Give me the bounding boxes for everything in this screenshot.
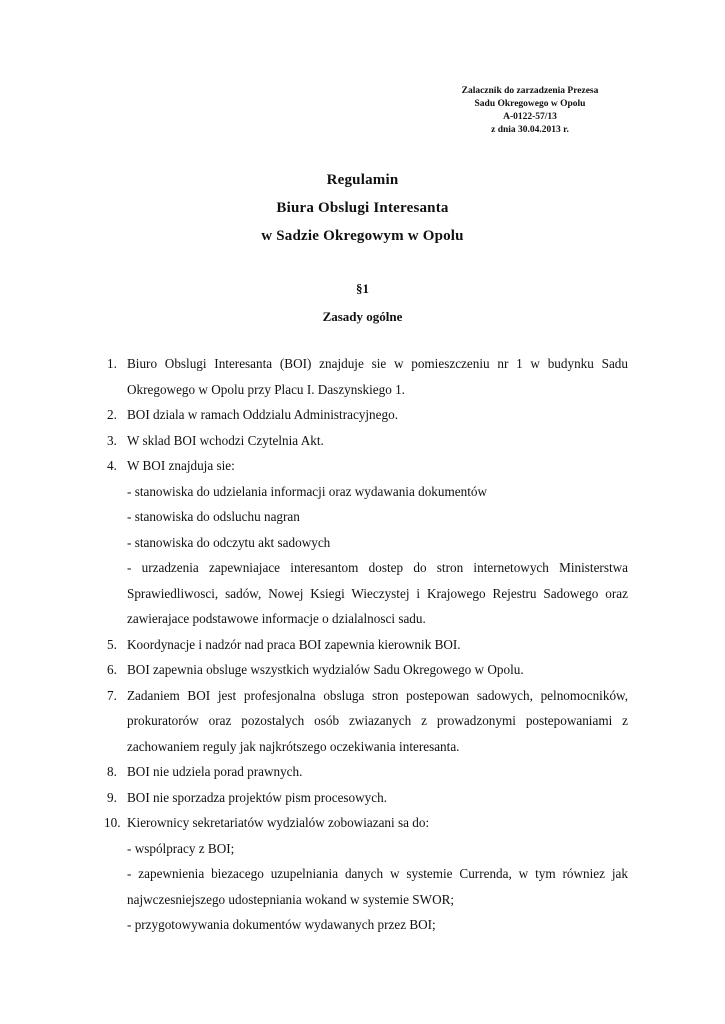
list-item	[104, 810, 628, 938]
attachment-note	[435, 85, 625, 137]
item-text: Biuro Obslugi Interesanta (BOI) znajduje sie w pomieszczeniu nr 1 w budynku Sadu Okregowego w Opolu przy Placu I. Daszynskiego 1.	[127, 356, 628, 397]
list-item	[107, 759, 628, 785]
list-item	[107, 351, 628, 402]
attachment-note-line: Zalacznik do zarzadzenia Prezesa	[461, 86, 599, 96]
item-text: BOI dziala w ramach Oddzialu Administracyjnego.	[127, 407, 398, 422]
sub-item: - zapewnienia biezacego uzupelniania danych w systemie Currenda, w tym równiez jak najwczesniejszego udostepniania wokand w systemie SWOR;	[127, 866, 628, 907]
item-number: 9.	[107, 789, 117, 805]
list-item	[107, 428, 628, 454]
section-heading: Zasady ogólne	[322, 309, 403, 324]
list-item	[107, 785, 628, 811]
title-line: w Sadzie Okregowym w Opolu	[261, 228, 464, 244]
title-line: Biura Obslugi Interesanta	[276, 200, 449, 216]
list-item	[107, 657, 628, 683]
item-text: BOI nie udziela porad prawnych.	[127, 764, 303, 779]
item-number: 4.	[107, 458, 117, 473]
item-number: 10.	[104, 815, 121, 830]
item-text: Kierownicy sekretariatów wydzialów zobowiazani sa do:	[127, 815, 430, 830]
list-item	[107, 632, 628, 658]
section-header	[0, 275, 725, 331]
list-item	[107, 402, 628, 428]
item-number: 7.	[107, 687, 117, 703]
title-line: Regulamin	[326, 172, 399, 188]
item-number: 6.	[107, 662, 117, 677]
item-number: 1.	[107, 356, 117, 371]
item-text: W BOI znajduja sie:	[127, 458, 235, 473]
item-text: BOI zapewnia obsluge wszystkich wydzialów Sadu Okregowego w Opolu.	[127, 662, 524, 677]
item-text: Koordynacje i nadzór nad praca BOI zapewnia kierownik BOI.	[127, 636, 461, 652]
sub-item: - przygotowywania dokumentów wydawanych przez BOI;	[127, 917, 436, 932]
attachment-note-line: z dnia 30.04.2013 r.	[491, 125, 569, 135]
attachment-note-line: A-0122-57/13	[503, 112, 557, 122]
item-text: Zadaniem BOI jest profesjonalna obsluga stron postepowan sadowych, pelnomocników, prokuratorów oraz pozostalych osób zwiazanych z prowadzonymi postepowaniami z zachowaniem reguly jak najkrótszego oczekiwania interesanta.	[127, 687, 628, 754]
sub-item: - wspólpracy z BOI;	[127, 840, 235, 856]
regulation-list	[104, 351, 628, 938]
item-number: 3.	[107, 432, 117, 448]
list-item	[107, 683, 628, 760]
sub-item: - urzadzenia zapewniajace interesantom dostep do stron internetowych Ministerstwa Sprawiedliwosci, sadów, Nowej Ksiegi Wieczystej i Krajowego Rejestru Sadowego oraz zawierajace podstawowe informacje o dzialalnosci sadu.	[127, 560, 628, 626]
item-number: 2.	[107, 407, 117, 422]
document-title	[0, 166, 725, 250]
sub-item: - stanowiska do odsluchu nagran	[127, 509, 300, 524]
item-text: BOI nie sporzadza projektów pism procesowych.	[127, 789, 388, 805]
list-item	[107, 453, 628, 632]
sub-item: - stanowiska do udzielania informacji oraz wydawania dokumentów	[127, 483, 487, 499]
item-number: 8.	[107, 764, 117, 779]
item-text: W sklad BOI wchodzi Czytelnia Akt.	[127, 432, 324, 448]
section-number: §1	[356, 281, 369, 296]
sub-item: - stanowiska do odczytu akt sadowych	[127, 534, 331, 550]
item-number: 5.	[107, 636, 117, 652]
attachment-note-line: Sadu Okregowego w Opolu	[474, 99, 586, 109]
